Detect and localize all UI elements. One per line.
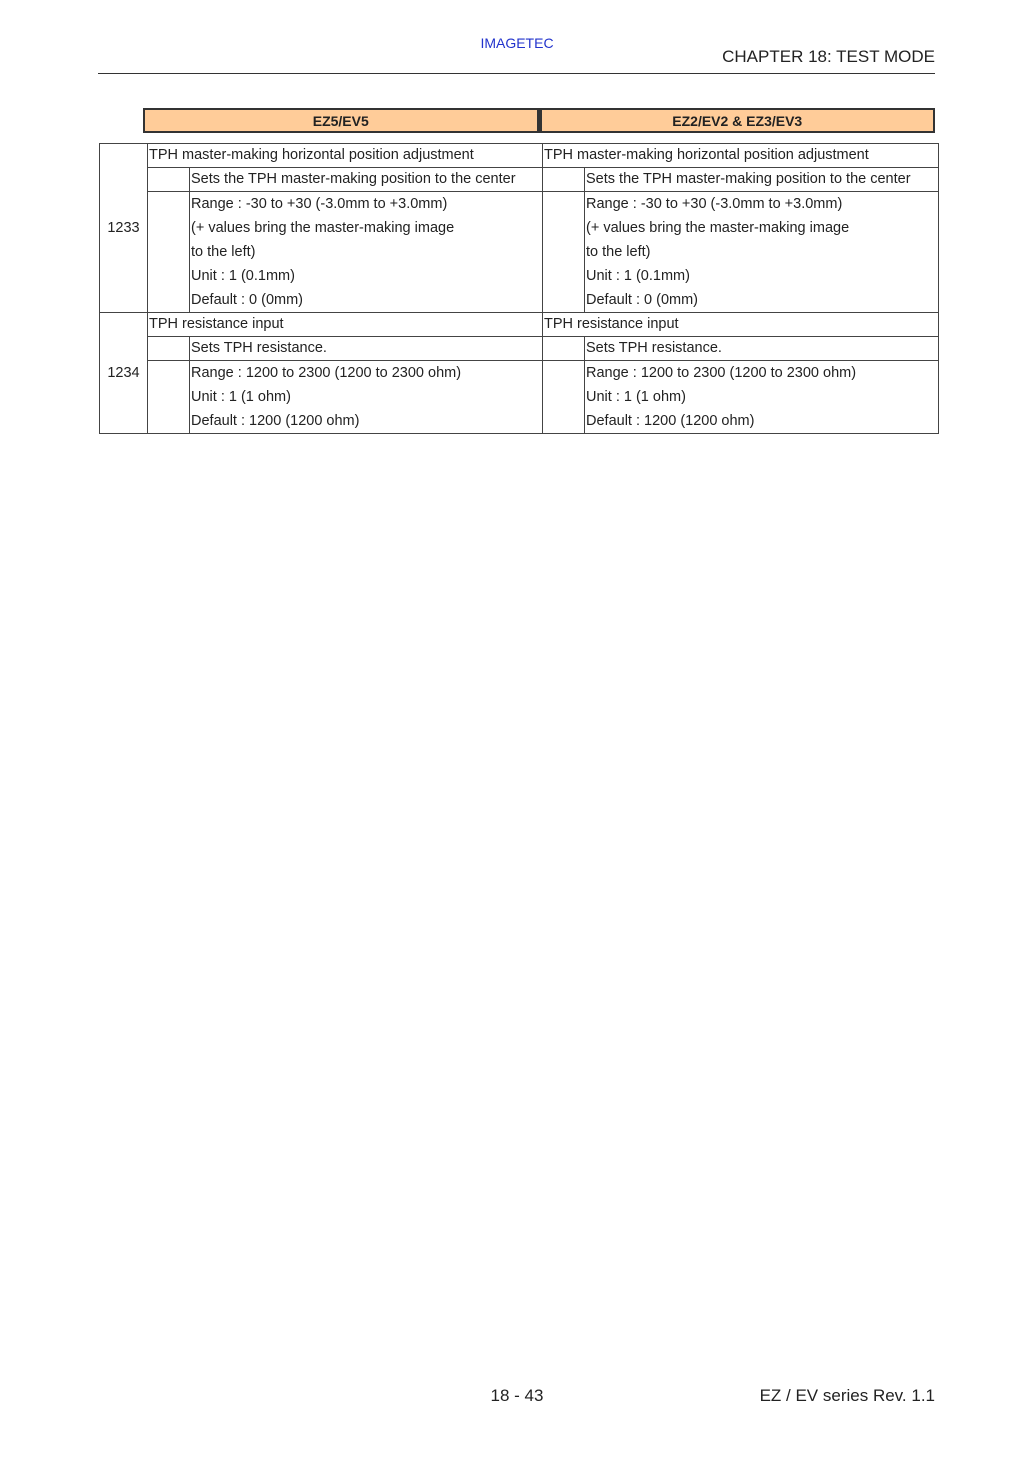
parameter-title-right: TPH master-making horizontal position adjustment <box>543 144 939 168</box>
detail-line: Range : 1200 to 2300 (1200 to 2300 ohm) <box>586 365 857 381</box>
header-divider <box>98 73 935 74</box>
indent-cell <box>543 192 585 313</box>
chapter-title: CHAPTER 18: TEST MODE <box>722 47 935 66</box>
parameter-details-right <box>585 192 939 313</box>
indent-cell <box>543 361 585 434</box>
table-row <box>100 144 939 168</box>
detail-line: to the left) <box>586 244 651 260</box>
document-revision: EZ / EV series Rev. 1.1 <box>759 1386 935 1405</box>
parameter-summary-left: Sets TPH resistance. <box>190 337 543 361</box>
parameter-code: 1233 <box>100 144 148 313</box>
parameter-title-left: TPH master-making horizontal position adjustment <box>148 144 543 168</box>
table-row <box>100 337 939 361</box>
detail-line: (+ values bring the master-making image <box>586 220 850 236</box>
indent-cell <box>148 337 190 361</box>
brand-name: IMAGETEC <box>480 35 554 51</box>
page-number: 18 - 43 <box>490 1386 544 1405</box>
model-header-bar <box>143 108 935 133</box>
parameter-code: 1234 <box>100 313 148 434</box>
indent-cell <box>543 168 585 192</box>
model-header-left: EZ5/EV5 <box>143 108 539 133</box>
indent-cell <box>148 361 190 434</box>
table-row <box>100 168 939 192</box>
test-mode-parameter-table <box>99 143 939 434</box>
indent-cell <box>148 168 190 192</box>
detail-line: Unit : 1 (0.1mm) <box>191 268 295 284</box>
detail-line: Unit : 1 (0.1mm) <box>586 268 690 284</box>
detail-line: Range : -30 to +30 (-3.0mm to +3.0mm) <box>191 196 448 212</box>
parameter-summary-right: Sets the TPH master-making position to the center <box>585 168 939 192</box>
detail-line: Default : 0 (0mm) <box>586 292 698 308</box>
parameter-summary-right: Sets TPH resistance. <box>585 337 939 361</box>
detail-line: Default : 0 (0mm) <box>191 292 303 308</box>
table-row <box>100 313 939 337</box>
model-header-right: EZ2/EV2 & EZ3/EV3 <box>539 108 936 133</box>
detail-line: Default : 1200 (1200 ohm) <box>191 413 360 429</box>
detail-line: Range : -30 to +30 (-3.0mm to +3.0mm) <box>586 196 843 212</box>
detail-line: Range : 1200 to 2300 (1200 to 2300 ohm) <box>191 365 462 381</box>
parameter-title-right: TPH resistance input <box>543 313 939 337</box>
indent-cell <box>148 192 190 313</box>
detail-line: Unit : 1 (1 ohm) <box>586 389 686 405</box>
parameter-summary-left: Sets the TPH master-making position to the center <box>190 168 543 192</box>
parameter-details-right <box>585 361 939 434</box>
parameter-details-left <box>190 192 543 313</box>
table-row <box>100 192 939 313</box>
parameter-title-left: TPH resistance input <box>148 313 543 337</box>
detail-line: Unit : 1 (1 ohm) <box>191 389 291 405</box>
detail-line: to the left) <box>191 244 256 260</box>
detail-line: Default : 1200 (1200 ohm) <box>586 413 755 429</box>
indent-cell <box>543 337 585 361</box>
parameter-details-left <box>190 361 543 434</box>
table-row <box>100 361 939 434</box>
detail-line: (+ values bring the master-making image <box>191 220 455 236</box>
